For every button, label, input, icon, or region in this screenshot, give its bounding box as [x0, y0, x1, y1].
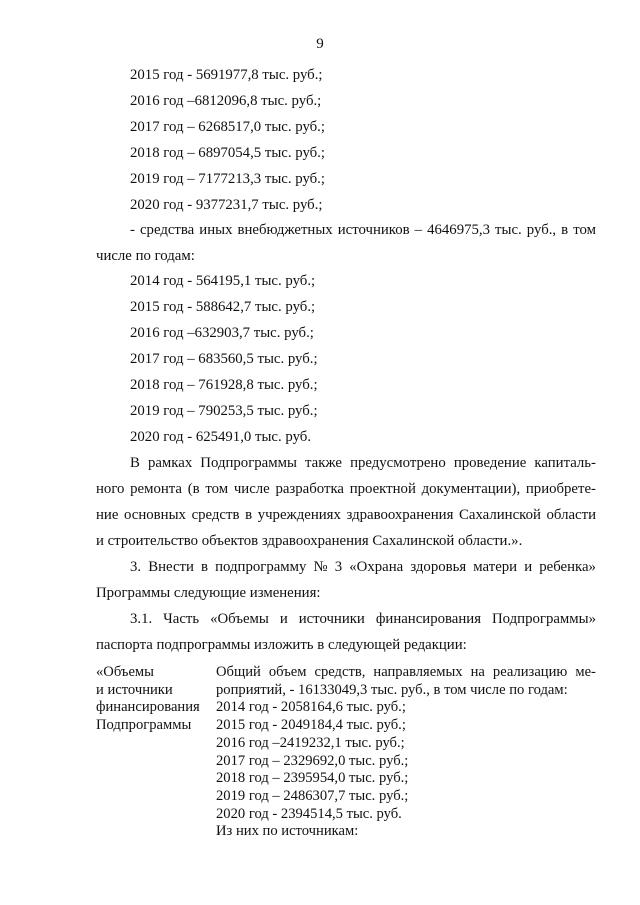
word: тыс.: [495, 222, 522, 238]
word: том: [573, 222, 596, 238]
word: Часть: [163, 611, 200, 627]
table-left-line: Подпрограммы: [96, 717, 192, 734]
funding-line: 2018 год – 761928,8 тыс. руб.;: [130, 377, 318, 393]
table-left-column: [96, 664, 216, 735]
word: ремонта: [130, 481, 183, 497]
word: ного: [96, 481, 125, 497]
word: рамках: [147, 455, 193, 471]
word: проведение: [453, 455, 527, 471]
word: капиталь-: [534, 455, 596, 471]
word: проектной: [349, 481, 416, 497]
word: ние: [96, 507, 119, 523]
table-right-last-line: Из них по источникам:: [216, 823, 359, 840]
word: подпрограмму: [215, 559, 307, 575]
word: ребенка»: [539, 559, 596, 575]
paragraph-3-line-2: Программы следующие изменения:: [96, 585, 321, 601]
word: приобрете-: [525, 481, 596, 497]
word: 3.1.: [130, 611, 153, 627]
funding-line: 2019 год – 7177213,3 тыс. руб.;: [130, 171, 325, 187]
word: средства: [139, 222, 195, 238]
word: области: [546, 507, 596, 523]
word: и: [279, 611, 288, 627]
word: на: [470, 664, 485, 680]
funding-line: 2016 год –632903,7 тыс. руб.;: [130, 325, 314, 341]
word: Подпрограммы»: [491, 611, 596, 627]
word: Сахалинской: [459, 507, 541, 523]
paragraph-3-1-line-2: паспорта подпрограммы изложить в следующей редакции:: [96, 637, 467, 653]
word: –: [414, 222, 423, 238]
word: учреждениях: [257, 507, 341, 523]
paragraph-3-line-1: [130, 558, 596, 576]
paragraph-repair-line-3: [96, 506, 596, 524]
funding-line: 2018 год – 6897054,5 тыс. руб.;: [130, 145, 325, 161]
table-year-line: 2014 год - 2058164,6 тыс. руб.;: [216, 699, 406, 716]
table-left-line: и источники: [96, 681, 173, 698]
word: «Объемы: [210, 611, 269, 627]
word: здоровья: [410, 559, 467, 575]
funding-line: 2020 год - 625491,0 тыс. руб.: [130, 429, 312, 445]
funding-line: 2015 год - 5691977,8 тыс. руб.;: [130, 67, 323, 83]
table-right-line-1: [216, 664, 596, 682]
funding-line: 2015 год - 588642,7 тыс. руб.;: [130, 299, 316, 315]
word: 3.: [130, 559, 142, 575]
word: иных: [199, 222, 233, 238]
word: в: [245, 507, 253, 523]
word: матери: [473, 559, 518, 575]
word: 4646975,3: [427, 222, 490, 238]
table-right-line-2: роприятий, - 16133049,3 тыс. руб., в том числе по годам:: [216, 681, 568, 698]
word: направляемых: [373, 664, 463, 680]
word: внебюджетных: [237, 222, 333, 238]
word: средств,: [314, 664, 366, 680]
word: здравоохранения: [346, 507, 454, 523]
word: средств: [191, 507, 240, 523]
funding-line: 2017 год – 683560,5 тыс. руб.;: [130, 351, 318, 367]
word: том: [205, 481, 229, 497]
word: В: [130, 455, 140, 471]
funding-line: 2014 год - 564195,1 тыс. руб.;: [130, 273, 316, 289]
paragraph-3-1-line-1: [130, 610, 596, 628]
word: Общий: [216, 664, 261, 680]
word: (в: [187, 481, 200, 497]
funding-line: 2019 год – 790253,5 тыс. руб.;: [130, 403, 318, 419]
word: №: [313, 559, 328, 575]
table-year-line: 2017 год – 2329692,0 тыс. руб.;: [216, 752, 409, 769]
table-year-line: 2020 год - 2394514,5 тыс. руб.: [216, 805, 402, 822]
table-year-line: 2016 год –2419232,1 тыс. руб.;: [216, 734, 405, 751]
table-year-line: 2015 год - 2049184,4 тыс. руб.;: [216, 717, 406, 734]
word: и: [524, 559, 533, 575]
word: реализацию: [492, 664, 568, 680]
word: объем: [268, 664, 307, 680]
word: «Охрана: [349, 559, 404, 575]
page-number: 9: [316, 36, 324, 52]
word: 3: [334, 559, 343, 575]
word: предусмотрено: [350, 455, 446, 471]
word: -: [130, 222, 135, 238]
funding-line: 2020 год - 9377231,7 тыс. руб.;: [130, 197, 323, 213]
table-left-line: финансирования: [96, 699, 200, 716]
paragraph-repair-line-1: [130, 454, 596, 472]
table-year-line: 2019 год – 2486307,7 тыс. руб.;: [216, 787, 409, 804]
table-left-line: «Объемы: [96, 664, 154, 680]
word: числе: [233, 481, 270, 497]
word: Подпрограммы: [200, 455, 297, 471]
word: в: [561, 222, 569, 238]
table-right-column: [216, 664, 596, 841]
word: источники: [298, 611, 365, 627]
word: в: [201, 559, 209, 575]
other-sources-line-2: числе по годам:: [96, 248, 195, 264]
other-sources-line-1: [130, 221, 596, 239]
word: Внести: [148, 559, 194, 575]
word: ме-: [575, 664, 596, 680]
table-year-line: 2018 год – 2395954,0 тыс. руб.;: [216, 770, 409, 787]
paragraph-repair-line-2: [96, 480, 596, 498]
word: финансирования: [375, 611, 482, 627]
funding-line: 2016 год –6812096,8 тыс. руб.;: [130, 93, 322, 109]
word: основных: [124, 507, 186, 523]
word: руб.,: [526, 222, 557, 238]
word: источников: [337, 222, 410, 238]
funding-line: 2017 год – 6268517,0 тыс. руб.;: [130, 119, 325, 135]
word: разработка: [275, 481, 344, 497]
paragraph-repair-line-4: и строительство объектов здравоохранения Сахалинской области.».: [96, 533, 523, 549]
word: документации),: [421, 481, 521, 497]
word: также: [304, 455, 342, 471]
